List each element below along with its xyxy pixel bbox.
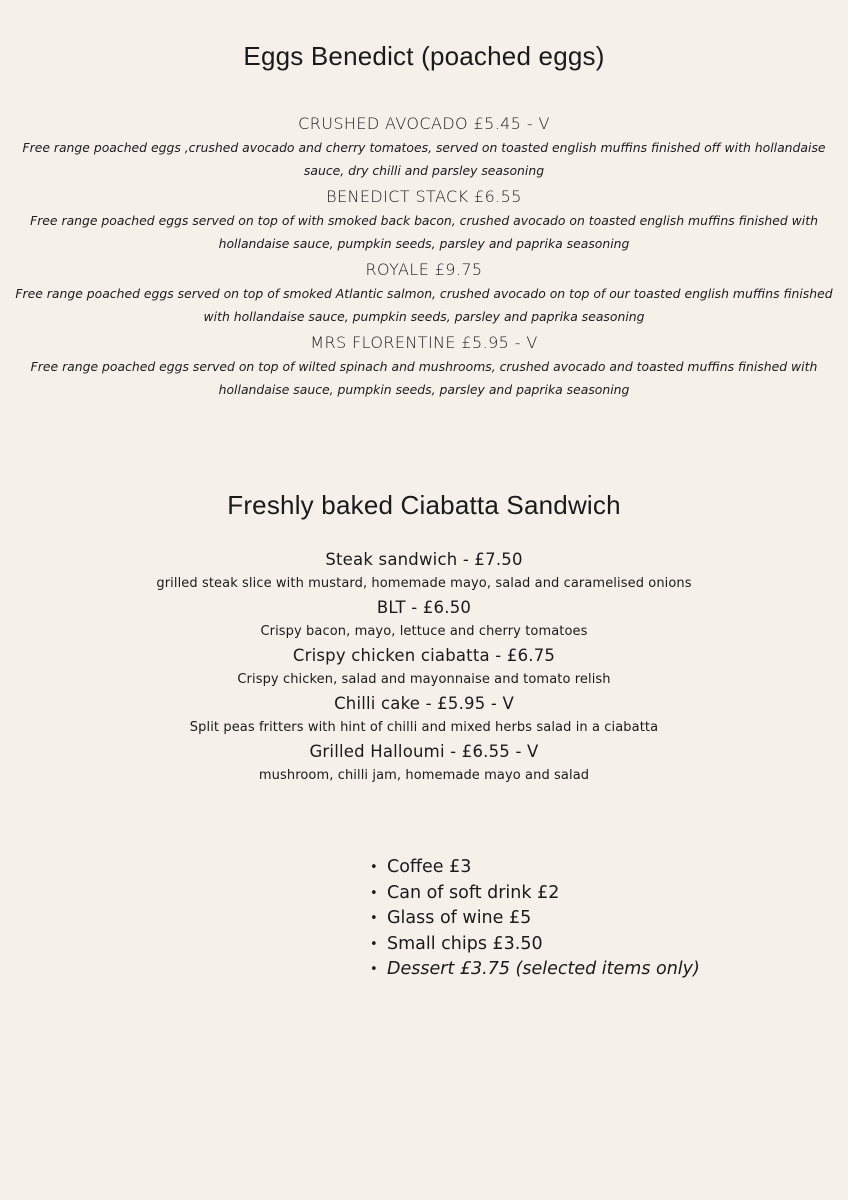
extras-item [370, 881, 700, 907]
bullet-icon: • [370, 911, 378, 927]
menu-item-description: Free range poached eggs served on top of wilted spinach and mushrooms, crushed avocado and toasted muffins finished with hollandaise sauce, pumpkin seeds, parsley and paprika seasoning [30, 359, 818, 397]
menu-item [0, 185, 848, 255]
menu-item-description: Crispy chicken, salad and mayonnaise and tomato relish [237, 672, 611, 687]
menu-item [0, 258, 848, 328]
extras-item [370, 957, 700, 983]
extras-item-label: Dessert £3.75 (selected items only) [387, 959, 700, 980]
menu-item [0, 644, 848, 692]
extras-list [370, 855, 700, 983]
menu-item-description: grilled steak slice with mustard, homemade mayo, salad and caramelised onions [156, 576, 692, 591]
eggs-benedict-title: Eggs Benedict (poached eggs) [243, 41, 605, 71]
menu-item [0, 112, 848, 182]
menu-item-name: MRS FLORENTINE £5.95 - V [310, 333, 538, 352]
menu-item-name: BLT - £6.50 [376, 598, 472, 617]
menu-item-description: Free range poached eggs served on top of with smoked back bacon, crushed avocado on toasted english muffins finished with hollandaise sauce, pumpkin seeds, parsley and paprika seasoning [30, 213, 818, 251]
extras-item [370, 932, 700, 958]
bullet-icon: • [370, 962, 378, 978]
menu-item-description: mushroom, chilli jam, homemade mayo and salad [258, 768, 590, 783]
bullet-icon: • [370, 860, 378, 875]
ciabatta-menu [0, 548, 848, 788]
extras-item-label: Coffee £3 [387, 857, 472, 877]
menu-item-name: CRUSHED AVOCADO £5.45 - V [298, 114, 550, 133]
bullet-icon: • [370, 936, 378, 952]
menu-item-name: Chilli cake - £5.95 - V [334, 694, 514, 713]
menu-item-name: ROYALE £9.75 [365, 260, 483, 279]
extras-item-label: Can of soft drink £2 [387, 882, 560, 903]
eggs-benedict-menu [0, 112, 848, 404]
extras-item-label: Small chips £3.50 [387, 933, 543, 954]
menu-item-description: Free range poached eggs ,crushed avocado and cherry tomatoes, served on toasted english muffins finished off with hollandaise sauce, dry chilli and parsley seasoning [22, 140, 826, 178]
menu-item-description: Crispy bacon, mayo, lettuce and cherry tomatoes [260, 624, 588, 639]
menu-item-name: BENEDICT STACK £6.55 [326, 187, 522, 206]
menu-item-name: Grilled Halloumi - £6.55 - V [309, 742, 539, 761]
menu-item [0, 692, 848, 740]
bullet-icon: • [370, 885, 378, 901]
menu-item-description: Split peas fritters with hint of chilli and mixed herbs salad in a ciabatta [189, 720, 659, 735]
menu-item-name: Crispy chicken ciabatta - £6.75 [292, 646, 556, 665]
menu-item [0, 548, 848, 596]
extras-item [370, 906, 700, 932]
extras-item [370, 855, 700, 881]
extras-item-label: Glass of wine £5 [387, 908, 532, 929]
ciabatta-title: Freshly baked Ciabatta Sandwich [227, 490, 621, 520]
menu-item-name: Steak sandwich - £7.50 [325, 550, 523, 569]
menu-item-description: Free range poached eggs served on top of smoked Atlantic salmon, crushed avocado on top of our toasted english muffins finished with hollandaise sauce, pumpkin seeds, parsley and paprika seasoning [15, 286, 833, 324]
menu-item [0, 331, 848, 401]
menu-item [0, 596, 848, 644]
menu-item [0, 740, 848, 788]
